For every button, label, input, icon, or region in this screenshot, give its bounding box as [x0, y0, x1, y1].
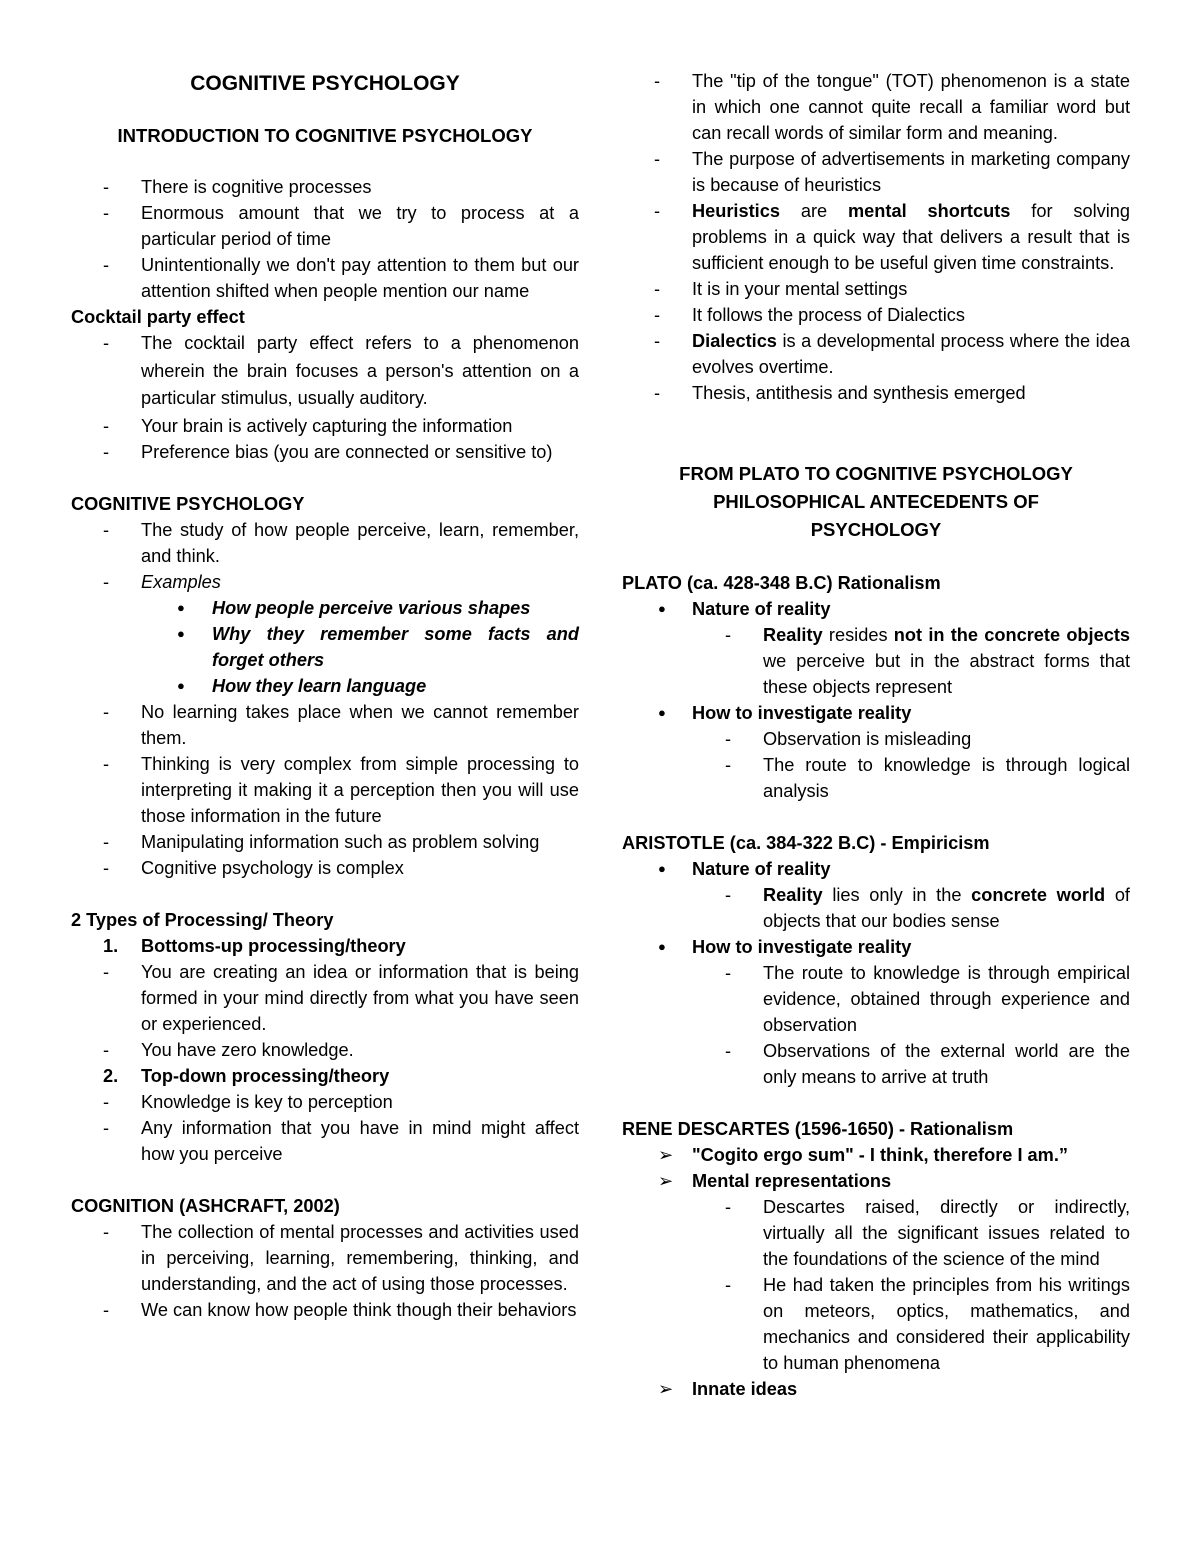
list-item: - Enormous amount that we try to process at a particular period of time	[71, 200, 579, 252]
processing-types	[71, 933, 579, 959]
list-item: ● Nature of reality	[622, 596, 1130, 622]
dash-marker: -	[103, 255, 110, 275]
list-item: - The study of how people perceive, learn, remember, and think.	[71, 517, 579, 569]
list-item: ● How to investigate reality	[622, 700, 1130, 726]
dash-marker: -	[725, 729, 732, 749]
list-item: - The cocktail party effect refers to a phenomenon wherein the brain focuses a person's attention on a particular stimulus, usually auditory.	[71, 330, 579, 413]
dash-marker: -	[103, 415, 110, 436]
cogpsych-heading: COGNITIVE PSYCHOLOGY	[71, 493, 305, 514]
left-column	[71, 68, 579, 1323]
dash-marker: -	[654, 331, 661, 351]
list-item: ● How to investigate reality	[622, 934, 1130, 960]
heuristics-list	[622, 68, 1136, 406]
list-item: ● How they learn language	[71, 673, 579, 699]
bullet-marker: ●	[658, 601, 666, 616]
list-item: - Descartes raised, directly or indirectly, virtually all the significant issues related to the foundations of the science of the mind	[622, 1194, 1130, 1272]
descartes-mental-list	[622, 1194, 1130, 1376]
list-item: - Thinking is very complex from simple processing to interpreting it making it a perception then you will use those information in the future	[71, 751, 579, 829]
dash-marker: -	[725, 963, 732, 983]
descartes-heading: RENE DESCARTES (1596-1650) - Rationalism	[622, 1119, 1014, 1139]
cocktail-list	[71, 330, 579, 465]
list-item: - The route to knowledge is through empirical evidence, obtained through experience and observation	[622, 960, 1130, 1038]
dash-marker: -	[103, 1091, 110, 1112]
descartes-list	[622, 1142, 1130, 1194]
list-item: ➢ Mental representations	[622, 1168, 1130, 1194]
bullet-marker: ●	[658, 705, 666, 720]
list-item: - You have zero knowledge.	[71, 1037, 579, 1063]
dash-marker: -	[654, 201, 661, 221]
dash-marker: -	[725, 625, 732, 645]
list-item: - The "tip of the tongue" (TOT) phenomenon is a state in which one cannot quite recall a familiar word but can recall words of similar form and meaning.	[622, 68, 1130, 146]
cocktail-heading: Cocktail party effect	[71, 307, 245, 327]
dash-marker: -	[654, 279, 661, 299]
list-item: - Knowledge is key to perception	[71, 1089, 579, 1115]
list-item	[71, 569, 579, 595]
list-item: - Cognitive psychology is complex	[71, 855, 579, 881]
dash-marker: -	[103, 857, 110, 878]
dash-marker: -	[103, 571, 110, 592]
right-column	[622, 68, 1136, 1402]
dash-marker: -	[103, 1117, 110, 1138]
dash-marker: -	[725, 755, 732, 775]
dash-marker: -	[103, 1039, 110, 1060]
list-item: - No learning takes place when we cannot remember them.	[71, 699, 579, 751]
list-item: - The collection of mental processes and activities used in perceiving, learning, remembering, thinking, and understanding, and the act of using those processes.	[71, 1219, 579, 1297]
aristotle-list	[622, 856, 1130, 882]
cognition-list	[71, 1219, 579, 1323]
processing-types-2	[71, 1063, 579, 1089]
dash-marker: -	[654, 149, 661, 169]
bullet-marker: ●	[177, 625, 185, 641]
examples-label: Examples	[141, 571, 221, 592]
document-title: COGNITIVE PSYCHOLOGY	[190, 72, 460, 95]
list-item: - You are creating an idea or information that is being formed in your mind directly from what you have seen or experienced.	[71, 959, 579, 1037]
list-item: ● Why they remember some facts and forget others	[71, 621, 579, 673]
section-title: PSYCHOLOGY	[810, 519, 942, 540]
plato-how-list	[622, 726, 1130, 804]
dash-marker: -	[654, 383, 661, 403]
dash-marker: -	[103, 177, 110, 197]
top-down-list	[71, 1089, 579, 1167]
list-item: ● Nature of reality	[622, 856, 1130, 882]
aristotle-list-2	[622, 934, 1130, 960]
dash-marker: -	[103, 831, 110, 852]
aristotle-how-list	[622, 960, 1130, 1090]
list-item: - There is cognitive processes	[71, 174, 579, 200]
aristotle-nature-list	[622, 882, 1136, 934]
dash-marker: -	[103, 333, 110, 353]
list-item: - Any information that you have in mind might affect how you perceive	[71, 1115, 579, 1167]
bullet-marker: ●	[658, 939, 666, 954]
dash-marker: -	[103, 1299, 110, 1320]
list-item: - The purpose of advertisements in marketing company is because of heuristics	[622, 146, 1130, 198]
dash-marker: -	[103, 441, 110, 462]
dash-marker: -	[103, 203, 110, 223]
plato-nature-list	[622, 622, 1136, 700]
section-title: FROM PLATO TO COGNITIVE PSYCHOLOGY	[679, 463, 1073, 484]
dash-marker: -	[103, 961, 110, 982]
section-title: PHILOSOPHICAL ANTECEDENTS OF	[713, 491, 1039, 512]
dash-marker: -	[103, 1221, 110, 1242]
number-marker: 1.	[103, 935, 119, 956]
list-item: - Reality lies only in the concrete world of objects that our bodies sense	[622, 882, 1130, 934]
dash-marker: -	[725, 1041, 732, 1061]
list-item: - Observations of the external world are the only means to arrive at truth	[622, 1038, 1130, 1090]
list-item: ➢ Innate ideas	[622, 1376, 1130, 1402]
list-item: - We can know how people think though their behaviors	[71, 1297, 579, 1323]
dash-marker: -	[725, 885, 732, 905]
bullet-marker: ●	[177, 677, 185, 693]
dash-marker: -	[103, 701, 110, 722]
processing-heading: 2 Types of Processing/ Theory	[71, 909, 334, 930]
bottom-up-list	[71, 959, 579, 1063]
list-item: - Preference bias (you are connected or sensitive to)	[71, 439, 579, 465]
cognition-heading: COGNITION (ASHCRAFT, 2002)	[71, 1195, 340, 1216]
intro-heading: INTRODUCTION TO COGNITIVE PSYCHOLOGY	[117, 125, 533, 146]
dash-marker: -	[103, 753, 110, 774]
list-item: ➢ "Cogito ergo sum" - I think, therefore I am.”	[622, 1142, 1130, 1168]
list-item: - It is in your mental settings	[622, 276, 1130, 302]
cogpsych-list-2	[71, 699, 579, 881]
list-item: - Thesis, antithesis and synthesis emerged	[622, 380, 1130, 406]
arrow-marker: ➢	[658, 1145, 674, 1165]
dash-marker: -	[725, 1275, 732, 1295]
number-marker: 2.	[103, 1065, 119, 1086]
list-item: 2. Top-down processing/theory	[71, 1063, 579, 1089]
list-item: - Reality resides not in the concrete objects we perceive but in the abstract forms that these objects represent	[622, 622, 1130, 700]
list-item: - Observation is misleading	[622, 726, 1130, 752]
dash-marker: -	[725, 1197, 732, 1217]
plato-heading: PLATO (ca. 428-348 B.C) Rationalism	[622, 573, 941, 593]
examples-list	[71, 595, 579, 699]
plato-list	[622, 596, 1130, 622]
dash-marker: -	[654, 305, 661, 325]
plato-list-2	[622, 700, 1130, 726]
list-item: - Unintentionally we don't pay attention to them but our attention shifted when people mention our name	[71, 252, 579, 304]
list-item: - Heuristics are mental shortcuts for solving problems in a quick way that delivers a result that is sufficient enough to be useful given time constraints.	[622, 198, 1130, 276]
list-item: 1. Bottoms-up processing/theory	[71, 933, 579, 959]
dash-marker: -	[103, 519, 110, 540]
intro-list	[71, 174, 579, 304]
dash-marker: -	[654, 71, 661, 91]
bullet-marker: ●	[658, 861, 666, 876]
aristotle-heading: ARISTOTLE (ca. 384-322 B.C) - Empiricism	[622, 833, 990, 853]
bullet-marker: ●	[177, 599, 185, 615]
arrow-marker: ➢	[658, 1171, 674, 1191]
list-item: - The route to knowledge is through logical analysis	[622, 752, 1130, 804]
descartes-list-2	[622, 1376, 1130, 1402]
list-item: - It follows the process of Dialectics	[622, 302, 1130, 328]
list-item: - Dialectics is a developmental process where the idea evolves overtime.	[622, 328, 1130, 380]
cogpsych-list	[71, 517, 579, 595]
arrow-marker: ➢	[658, 1379, 674, 1399]
list-item: - Manipulating information such as problem solving	[71, 829, 579, 855]
list-item: - Your brain is actively capturing the information	[71, 413, 579, 439]
list-item: ● How people perceive various shapes	[71, 595, 579, 621]
list-item: - He had taken the principles from his writings on meteors, optics, mathematics, and mechanics and considered their applicability to human phenomena	[622, 1272, 1130, 1376]
